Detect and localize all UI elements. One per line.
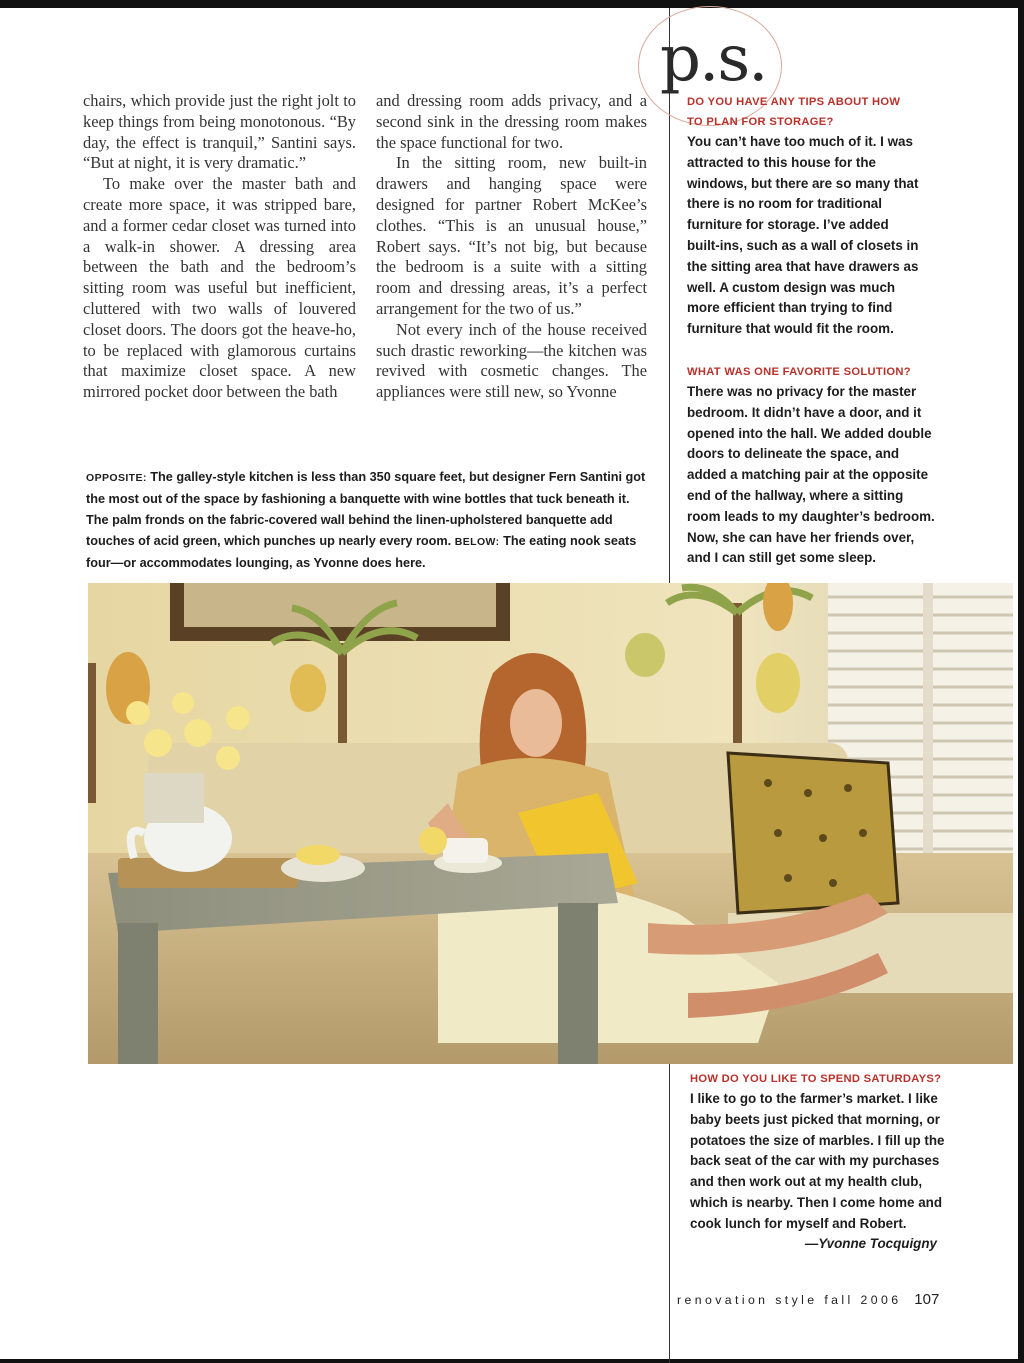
scan-border-top bbox=[0, 0, 1024, 8]
article-column-2 bbox=[376, 91, 647, 403]
photo-caption bbox=[86, 467, 646, 574]
scan-border-bottom bbox=[0, 1359, 1024, 1363]
ps-qa-solution bbox=[687, 362, 937, 569]
ps-question: DO YOU HAVE ANY TIPS ABOUT HOW TO PLAN FOR STORAGE? bbox=[687, 96, 901, 128]
caption-text-below: The eating nook seats four—or accommodates lounging, as Yvonne does here. bbox=[86, 533, 637, 570]
ps-answer: I like to go to the farmer’s market. I like baby beets just picked that morning, or potatoes the size of marbles. I fill up the back seat of the car with my purchases and then work out at my health club, which is nearby. Then I come home and cook lunch for myself and Robert. bbox=[690, 1091, 945, 1231]
caption-text-opposite: The galley-style kitchen is less than 350 square feet, but designer Fern Santini got the most out of the space by fashioning a banquette with wine bottles that tuck beneath it. The palm fronds on the fabric-covered wall behind the linen-upholstered banquette add touches of acid green, which punches up nearly every room. bbox=[86, 470, 646, 548]
ps-heading: p.s. bbox=[660, 22, 767, 96]
paragraph: and dressing room adds privacy, and a second sink in the dressing room makes the space functional for two. bbox=[376, 91, 647, 152]
page-number: 107 bbox=[914, 1291, 940, 1308]
caption-lead-opposite: OPPOSITE: bbox=[86, 472, 147, 484]
paragraph: Not every inch of the house received such drastic reworking—the kitchen was revived with cosmetic changes. The appliances were still new, so Yvonne bbox=[376, 319, 647, 402]
paragraph: In the sitting room, new built-in drawers and hanging space were designed for partner Robert McKee’s clothes. “This is an unusual house,” Robert says. “It’s not big, but because the bedroom is a suite with a sitting room and dressing areas, it’s a perfect arrangement for the two of us.” bbox=[376, 153, 647, 318]
article-column-1 bbox=[83, 91, 356, 403]
ps-answer: There was no privacy for the master bedroom. It didn’t have a door, and it opened into the hall. We added double doors to delineate the space, and added a matching pair at the opposite end of the hallway, where a sitting room leads to my daughter’s bedroom. Now, she can have her friends over, and I can still get some sleep. bbox=[687, 384, 935, 566]
signature: —Yvonne Tocquigny bbox=[804, 1235, 937, 1251]
caption-lead-below: BELOW: bbox=[454, 535, 500, 548]
ps-question: WHAT WAS ONE FAVORITE SOLUTION? bbox=[687, 366, 911, 378]
page-footer bbox=[677, 1291, 939, 1308]
column-divider bbox=[669, 1064, 670, 1363]
paragraph: To make over the master bath and create more space, it was stripped bare, and a former cedar closet was turned into a walk-in shower. A dressing area between the bath and the bedroom’s sitting room was useful but inefficient, cluttered with two walls of louvered closet doors. The doors got the heave-ho, to be replaced with glamorous curtains that maximize closet space. A new mirrored pocket door between the bath bbox=[83, 174, 356, 402]
scan-border-right bbox=[1018, 0, 1024, 1363]
ps-qa-storage bbox=[687, 92, 919, 340]
ps-answer: You can’t have too much of it. I was attracted to this house for the windows, but there are so many that there is no room for traditional furniture for storage. I’ve added built-ins, such as a wall of closets in the sitting area that have drawers as well. A custom design was much more efficient than trying to find furniture that would fit the room. bbox=[687, 134, 919, 337]
ps-qa-saturdays bbox=[690, 1069, 945, 1251]
paragraph: chairs, which provide just the right jolt to keep things from being monotonous. “By day, the effect is tranquil,” Santini says. “But at night, it is very dramatic.” bbox=[83, 91, 356, 173]
publication-name: renovation style fall 2006 bbox=[677, 1293, 902, 1307]
kitchen-nook-photo bbox=[88, 583, 1013, 1064]
ps-question: HOW DO YOU LIKE TO SPEND SATURDAYS? bbox=[690, 1073, 942, 1085]
